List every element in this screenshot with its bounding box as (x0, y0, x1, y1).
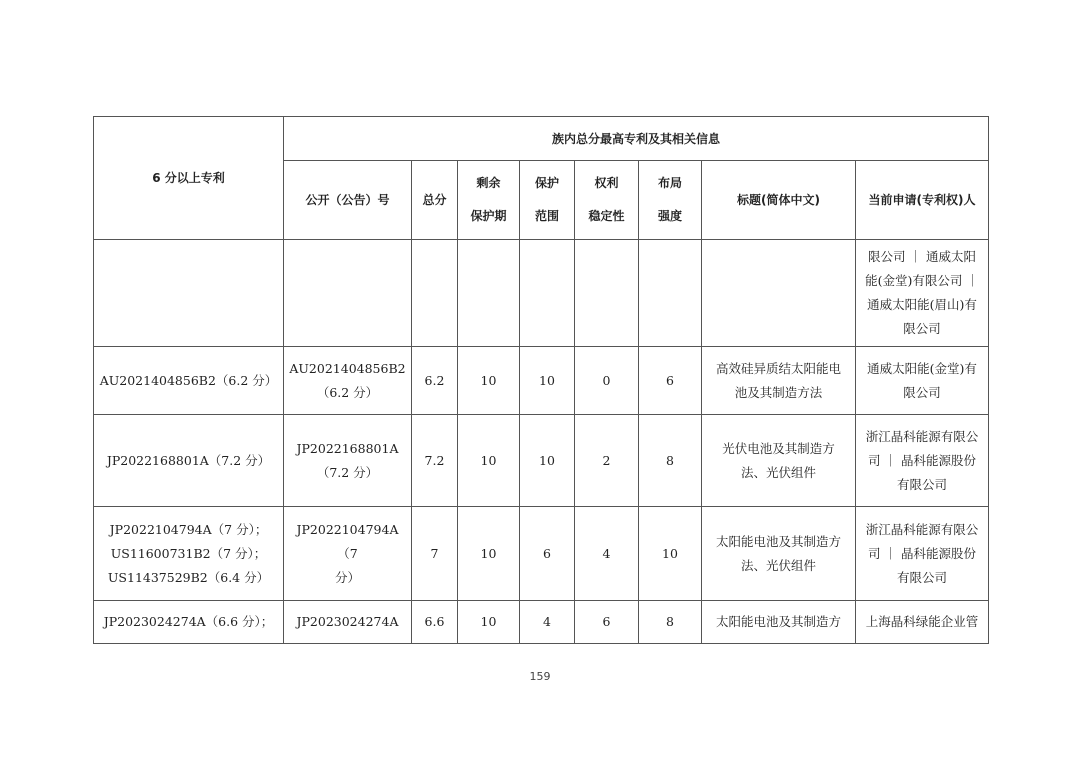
layout-cell: 10 (639, 507, 702, 601)
column-header: 布局 强度 (639, 161, 702, 240)
stability-cell (575, 240, 639, 347)
patents-cell: JP2022168801A（7.2 分） (94, 415, 284, 507)
pub-no-cell: JP2022168801A （7.2 分） (284, 415, 412, 507)
total-score-cell: 7 (412, 507, 458, 601)
scope-cell: 10 (520, 415, 575, 507)
table-row (94, 240, 989, 347)
layout-cell: 8 (639, 601, 702, 644)
column-header: 权利 稳定性 (575, 161, 639, 240)
patents-cell: JP2022104794A（7 分）； US11600731B2（7 分）； US11437529B2（6.4 分） (94, 507, 284, 601)
column-header: 当前申请(专利权)人 (856, 161, 989, 240)
applicant-cell: 限公司 ｜ 通威太阳 能(金堂)有限公司 ｜ 通威太阳能(眉山)有 限公司 (856, 240, 989, 347)
stability-cell: 0 (575, 347, 639, 415)
column-header: 总分 (412, 161, 458, 240)
title-cell: 太阳能电池及其制造方 法、光伏组件 (702, 507, 856, 601)
column-header: 剩余 保护期 (458, 161, 520, 240)
column-header: 公开（公告）号 (284, 161, 412, 240)
left-header: 6 分以上专利 (94, 117, 284, 240)
applicant-cell: 通威太阳能(金堂)有 限公司 (856, 347, 989, 415)
remaining-term-cell: 10 (458, 601, 520, 644)
total-score-cell (412, 240, 458, 347)
column-header: 保护 范围 (520, 161, 575, 240)
pub-no-cell: JP2022104794A（7 分） (284, 507, 412, 601)
layout-cell (639, 240, 702, 347)
patents-cell (94, 240, 284, 347)
title-cell (702, 240, 856, 347)
table-row (94, 601, 989, 644)
stability-cell: 2 (575, 415, 639, 507)
title-cell: 光伏电池及其制造方 法、光伏组件 (702, 415, 856, 507)
column-header: 标题(简体中文) (702, 161, 856, 240)
header-row-group (94, 117, 989, 161)
patents-cell: JP2023024274A（6.6 分）； (94, 601, 284, 644)
scope-cell: 6 (520, 507, 575, 601)
title-cell: 高效硅异质结太阳能电 池及其制造方法 (702, 347, 856, 415)
table-row (94, 347, 989, 415)
remaining-term-cell (458, 240, 520, 347)
stability-cell: 4 (575, 507, 639, 601)
table-row (94, 415, 989, 507)
scope-cell (520, 240, 575, 347)
applicant-cell: 上海晶科绿能企业管 (856, 601, 989, 644)
applicant-cell: 浙江晶科能源有限公 司 ｜ 晶科能源股份 有限公司 (856, 415, 989, 507)
layout-cell: 6 (639, 347, 702, 415)
patents-cell: AU2021404856B2（6.2 分） (94, 347, 284, 415)
table-row (94, 507, 989, 601)
pub-no-cell (284, 240, 412, 347)
remaining-term-cell: 10 (458, 347, 520, 415)
total-score-cell: 6.2 (412, 347, 458, 415)
pub-no-cell: JP2023024274A (284, 601, 412, 644)
group-header: 族内总分最高专利及其相关信息 (284, 117, 989, 161)
pub-no-cell: AU2021404856B2 （6.2 分） (284, 347, 412, 415)
total-score-cell: 6.6 (412, 601, 458, 644)
stability-cell: 6 (575, 601, 639, 644)
title-cell: 太阳能电池及其制造方 (702, 601, 856, 644)
remaining-term-cell: 10 (458, 415, 520, 507)
page-number: 159 (529, 670, 551, 683)
layout-cell: 8 (639, 415, 702, 507)
patent-table (93, 116, 989, 644)
scope-cell: 4 (520, 601, 575, 644)
remaining-term-cell: 10 (458, 507, 520, 601)
scope-cell: 10 (520, 347, 575, 415)
applicant-cell: 浙江晶科能源有限公 司 ｜ 晶科能源股份 有限公司 (856, 507, 989, 601)
total-score-cell: 7.2 (412, 415, 458, 507)
